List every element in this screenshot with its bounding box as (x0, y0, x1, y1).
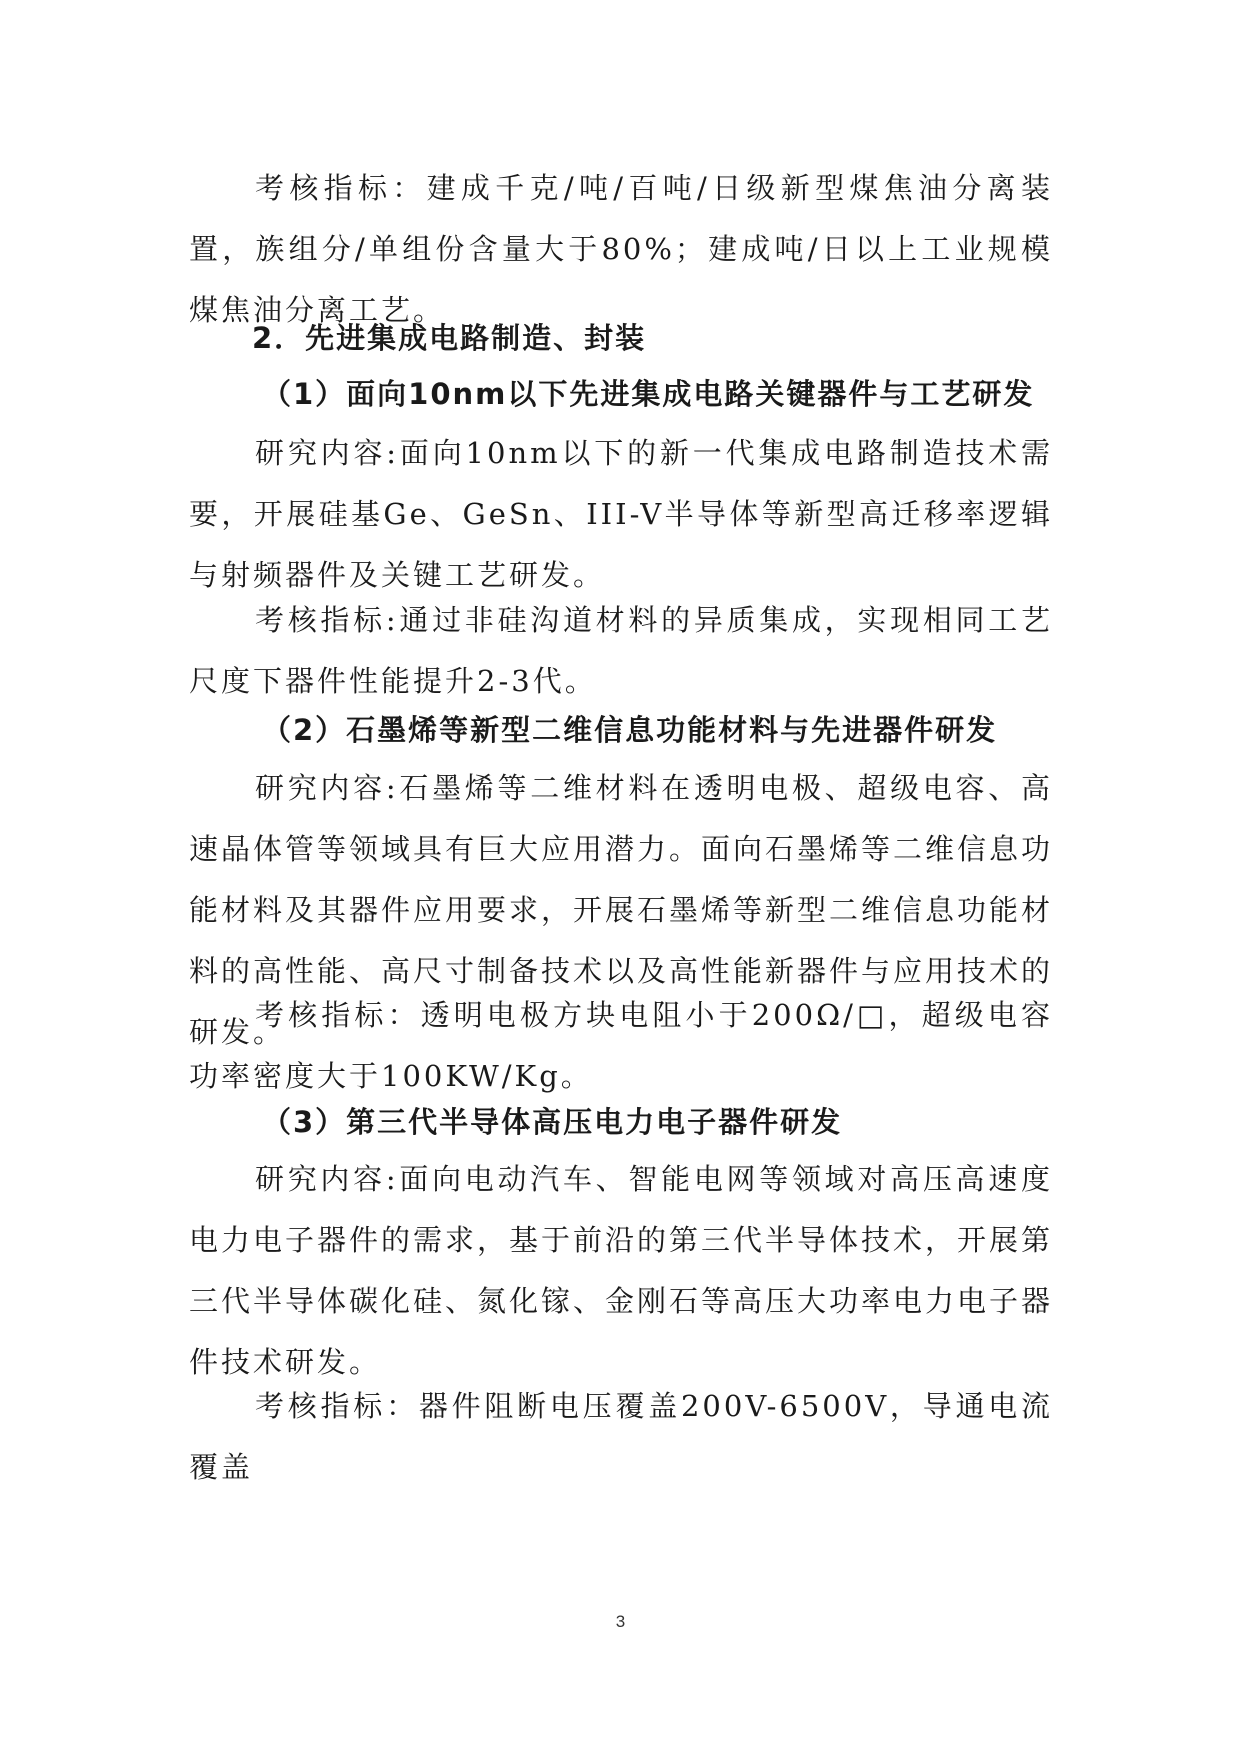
paragraph-research-content-graphene: 研究内容:石墨烯等二维材料在透明电极、超级电容、高速晶体管等领域具有巨大应用潜力。面向石墨烯等二维信息功能材料及其器件应用要求，开展石墨烯等新型二维信息功能材料的高性能、高尺寸制备技术以及高性能新器件与应用技术的研发。 (189, 771, 1054, 1049)
subsection-heading-1: （1）面向10nm以下先进集成电路关键器件与工艺研发 (262, 377, 1035, 411)
paragraph-research-content-third-gen-semiconductor: 研究内容:面向电动汽车、智能电网等领域对高压高速度电力电子器件的需求，基于前沿的第三代半导体技术，开展第三代半导体碳化硅、氮化镓、金刚石等高压大功率电力电子器件技术研发。 (189, 1162, 1054, 1379)
paragraph-assessment-indicators-10nm: 考核指标:通过非硅沟道材料的异质集成，实现相同工艺尺度下器件性能提升2-3代。 (189, 603, 1053, 698)
subsection-heading-3: （3）第三代半导体高压电力电子器件研发 (262, 1105, 843, 1139)
section-heading-2: 2．先进集成电路制造、封装 (252, 321, 647, 355)
page-number: 3 (615, 1612, 626, 1631)
subsection-heading-2: （2）石墨烯等新型二维信息功能材料与先进器件研发 (262, 713, 998, 747)
paragraph-assessment-indicators-graphene: 考核指标：透明电极方块电阻小于200Ω/□，超级电容功率密度大于100KW/Kg。 (189, 998, 1053, 1093)
paragraph-research-content-10nm: 研究内容:面向10nm以下的新一代集成电路制造技术需要，开展硅基Ge、GeSn、III-V半导体等新型高迁移率逻辑与射频器件及关键工艺研发。 (189, 436, 1053, 592)
paragraph-assessment-indicators-third-gen-semiconductor: 考核指标：器件阻断电压覆盖200V-6500V，导通电流覆盖 (189, 1389, 1053, 1484)
paragraph-assessment-indicators-coal-tar: 考核指标：建成千克/吨/百吨/日级新型煤焦油分离装置，族组分/单组份含量大于80%；建成吨/日以上工业规模煤焦油分离工艺。 (189, 171, 1053, 327)
